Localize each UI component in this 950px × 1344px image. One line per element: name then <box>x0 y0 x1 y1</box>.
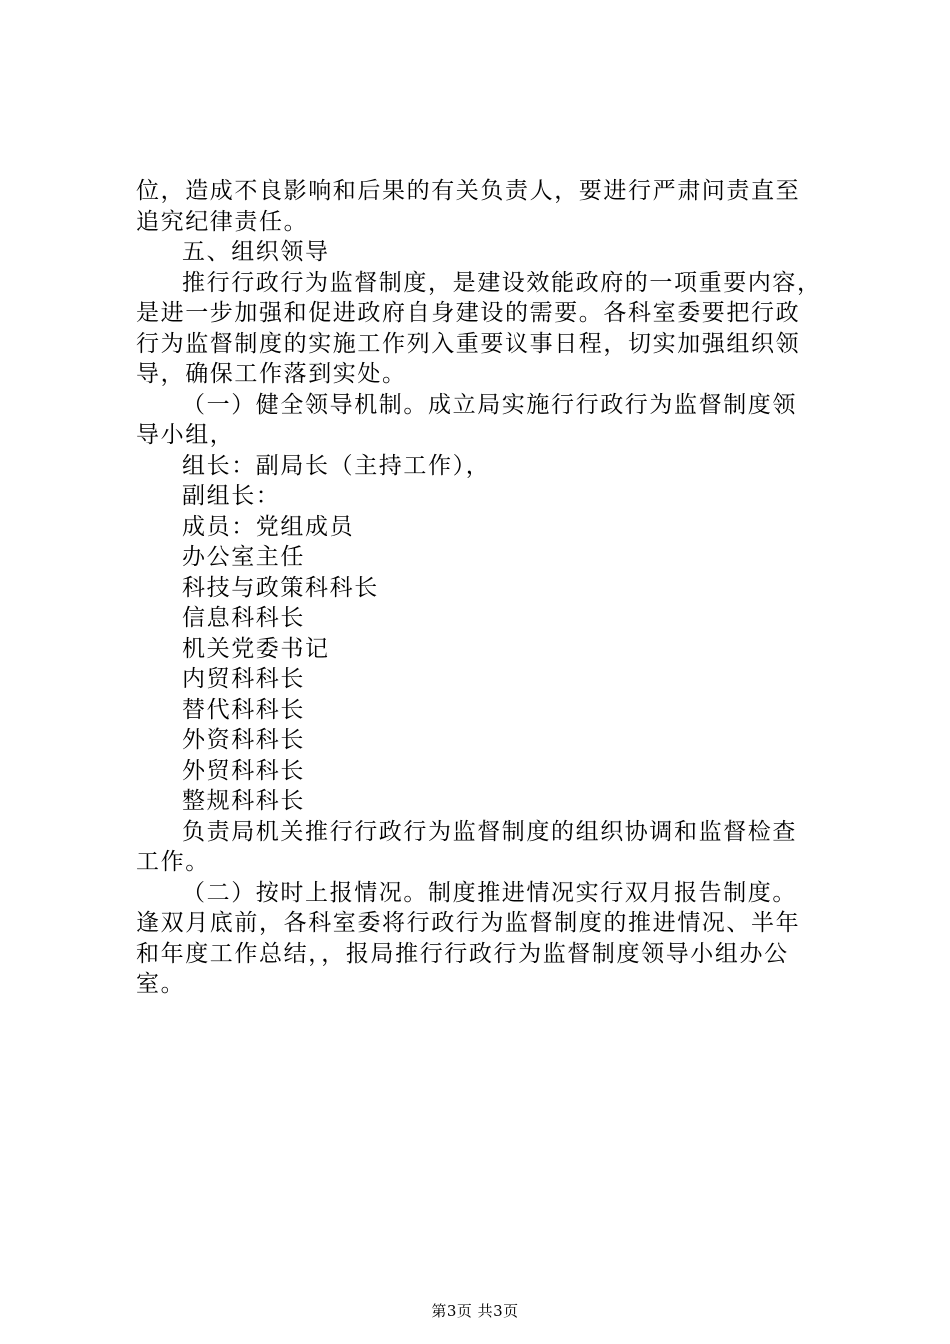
body-line: 推行行政行为监督制度，是建设效能政府的一项重要内容， <box>182 269 822 296</box>
body-line: 行为监督制度的实施工作列入重要议事日程，切实加强组织领 <box>136 330 801 357</box>
member-line: 组长：副局长（主持工作）， <box>182 452 491 479</box>
body-line: 工作。 <box>136 849 210 875</box>
member-line: 成员：党组成员 <box>182 513 355 540</box>
member-line: 内贸科科长 <box>182 666 305 692</box>
member-line: 副组长： <box>182 483 281 509</box>
body-line: 追究纪律责任。 <box>136 208 309 235</box>
member-line: 整规科科长 <box>182 788 305 814</box>
section-heading: 五、组织领导 <box>182 239 330 265</box>
member-line: 办公室主任 <box>182 544 305 570</box>
document-body <box>136 176 828 1000</box>
body-line: 导小组， <box>136 422 235 448</box>
body-line: 位，造成不良影响和后果的有关负责人，要进行严肃问责直至 <box>136 178 801 204</box>
page-number-label: 第3页 共3页 <box>431 1302 519 1320</box>
member-line: 替代科科长 <box>182 696 305 723</box>
member-line: 机关党委书记 <box>182 635 330 662</box>
member-line: 信息科科长 <box>182 605 305 631</box>
body-line: 和年度工作总结，，报局推行行政行为监督制度领导小组办公 <box>136 940 789 967</box>
body-line: 逢双月底前，各科室委将行政行为监督制度的推进情况、半年 <box>136 910 801 936</box>
body-line: 负责局机关推行行政行为监督制度的组织协调和监督检查 <box>182 818 797 845</box>
body-line: 是进一步加强和促进政府自身建设的需要。各科室委要把行政 <box>136 300 801 326</box>
subsection-line: （一）健全领导机制。成立局实施行行政行为监督制度领 <box>182 391 797 418</box>
subsection-line: （二）按时上报情况。制度推进情况实行双月报告制度。 <box>182 879 797 906</box>
member-line: 外贸科科长 <box>182 757 305 784</box>
body-line: 导，确保工作落到实处。 <box>136 361 407 387</box>
page-footer <box>0 1300 950 1321</box>
member-line: 科技与政策科科长 <box>182 574 379 601</box>
member-line: 外资科科长 <box>182 727 305 753</box>
body-line: 室。 <box>136 971 186 997</box>
